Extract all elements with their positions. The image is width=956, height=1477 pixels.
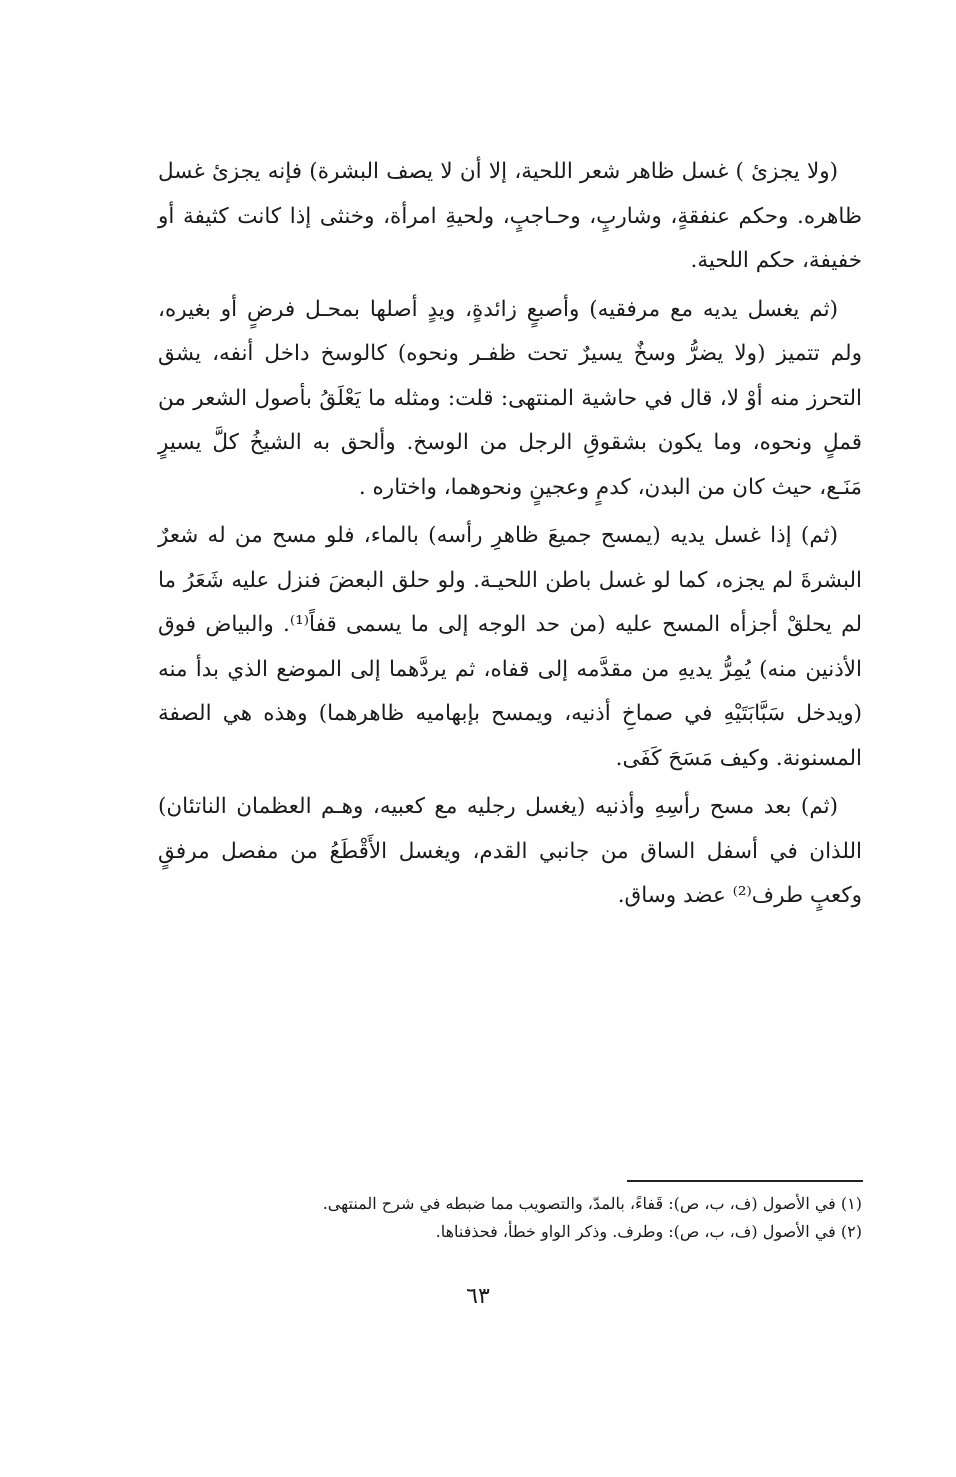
paragraph-4: (ثم) بعد مسح رأسِهِ وأذنيه (يغسل رجليه مع كعبيه، وهـم العظمان الناتئان) اللذان في أسفل الساق من جانبي القدم، ويغسل الأَقْطَعُ من مفصل مرفقٍ وكعبٍ طرف⁽²⁾ عضد وساق. [158,794,862,908]
footnote-separator [627,1180,863,1182]
page-number: ٦٣ [466,1284,490,1309]
footnote-2: (٢) في الأصول (ف، ب، ص): وطرف. وذكر الواو خطأ، فحذفناها. [435,1222,862,1241]
paragraph-3: (ثم) إذا غسل يديه (يمسح جميعَ ظاهرِ رأسه) بالماء، فلو مسح من له شعرٌ البشرةَ لم يجزه، كما لو غسل باطن اللحيـة. ولو حلق البعضَ فنزل عليه شَعَرُ ما لم يحلقْ أجزأه المسح عليه (من حد الوجه إلى ما يسمى قفاً⁽¹⁾. والبياض فوق الأذنين منه) يُمِرُّ يديهِ من مقدَّمه إلى قفاه، ثم يردَّهما إلى الموضع الذي بدأ منه (ويدخل سَبَّابَتَيْهِ في صماخِ أذنيه، ويمسح بإبهاميه ظاهرهما) وهذه هي الصفة المسنونة. وكيف مَسَحَ كَفَى. [158,523,862,771]
footnotes [158,1190,862,1246]
page-body [158,150,862,919]
footnote-1: (١) في الأصول (ف، ب، ص): قَفاءً، بالمدّ، والتصويب مما ضبطه في شرح المنتهى. [322,1194,862,1213]
paragraph-1: (ولا يجزئ ) غسل ظاهر شعر اللحية، إلا أن لا يصف البشرة) فإنه يجزئ غسل ظاهره. وحكم عنفقةٍ، وشاربٍ، وحـاجبٍ، ولحيةِ امرأة، وخنثى إذا كانت كثيفة أو خفيفة، حكم اللحية. [158,159,862,273]
paragraph-2: (ثم يغسل يديه مع مرفقيه) وأصبعٍ زائدةٍ، ويدٍ أصلها بمحـل فرضٍ أو بغيره، ولم تتميز (ولا يضرُّ وسخٌ يسيرٌ تحت ظفـر ونحوه) كالوسخ داخل أنفه، يشق التحرز منه أوْ لا، قال في حاشية المنتهى: قلت: ومثله ما يَعْلَقُ بأصول الشعر من قملٍ ونحوه، وما يكون بشقوقِ الرجل من الوسخ. وألحق به الشيخُ كلَّ يسيرٍ مَنَـع، حيث كان من البدن، كدمٍ وعجينٍ ونحوهما، واختاره . [158,296,862,500]
